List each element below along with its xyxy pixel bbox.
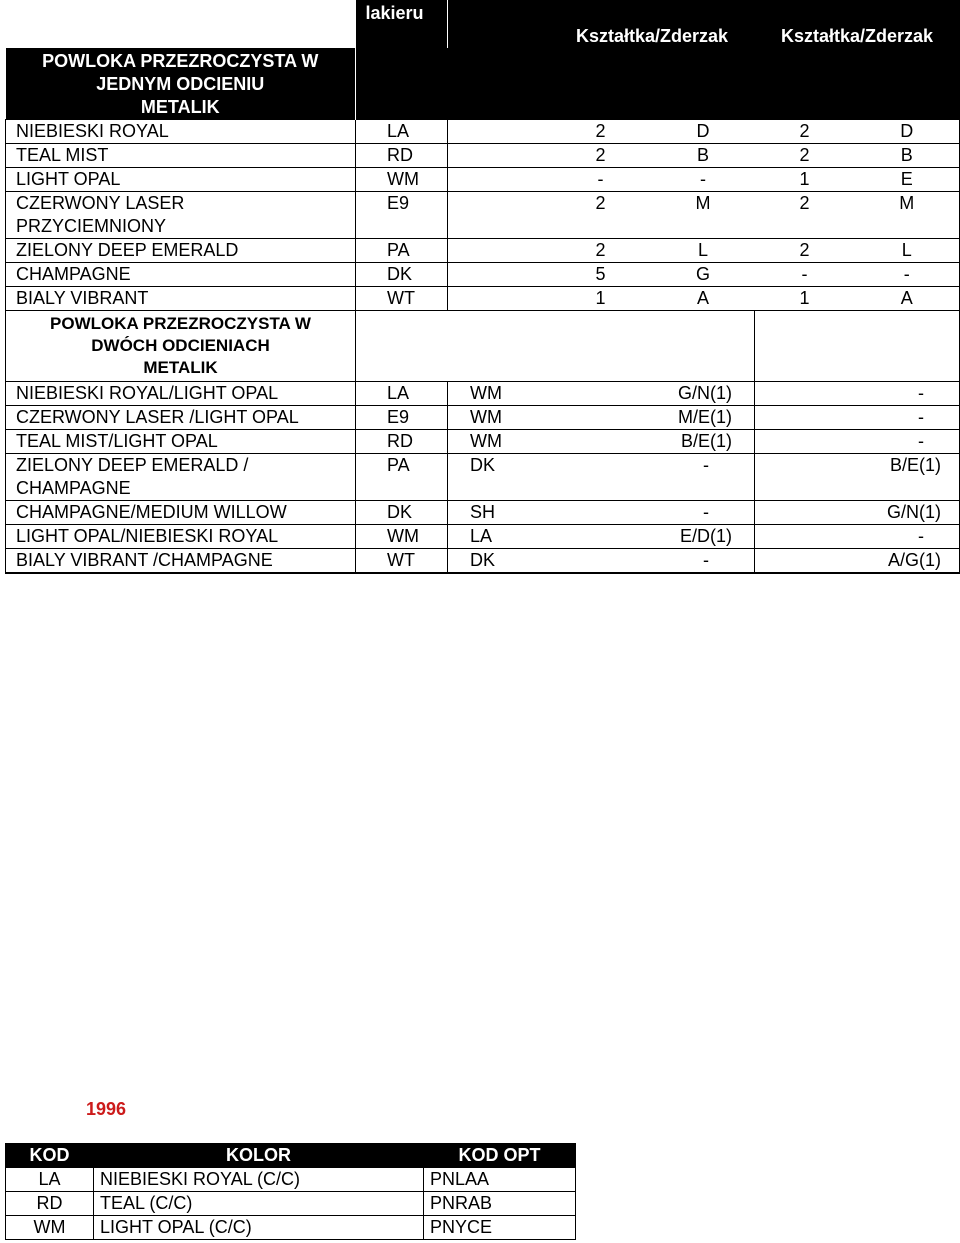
variant-2: A/G(1) [755, 549, 960, 574]
paint-code-1: WT [356, 549, 448, 574]
variant-1: - [550, 501, 755, 525]
part-a-num: 2 [550, 120, 652, 144]
variant-1: - [550, 549, 755, 574]
part-b-letter: - [855, 263, 960, 287]
paint-code: LA [356, 120, 448, 144]
variant-1: E/D(1) [550, 525, 755, 549]
header-lakieru: lakieru [356, 0, 448, 48]
paint-code-2: WM [448, 406, 550, 430]
header-ksztaltka-1: Kształtka/Zderzak [550, 0, 755, 48]
paint-code-2: WM [448, 382, 550, 406]
section2-title-fill [356, 311, 755, 382]
variant-2: - [755, 382, 960, 406]
variant-2: B/E(1) [755, 454, 960, 501]
code-kolor: LIGHT OPAL (C/C) [94, 1216, 424, 1240]
variant-2: - [755, 525, 960, 549]
color-name: BIALY VIBRANT [6, 287, 356, 311]
code-kolor: NIEBIESKI ROYAL (C/C) [94, 1168, 424, 1192]
paint-code-1: RD [356, 430, 448, 454]
table-row [6, 1216, 576, 1240]
code-opt: PNLAA [424, 1168, 576, 1192]
part-a-letter: D [652, 120, 755, 144]
color-name: LIGHT OPAL [6, 168, 356, 192]
variant-1: B/E(1) [550, 430, 755, 454]
paint-code-2: DK [448, 549, 550, 574]
table-row [6, 430, 960, 454]
section1-title-line1: POWLOKA PRZEZROCZYSTA W [42, 51, 319, 71]
table-row [6, 501, 960, 525]
paint-code-2: LA [448, 525, 550, 549]
table-row [6, 168, 960, 192]
color-name: CHAMPAGNE/MEDIUM WILLOW [6, 501, 356, 525]
code-opt: PNYCE [424, 1216, 576, 1240]
section1-title-line3: METALIK [140, 97, 220, 117]
header-blank-2 [448, 0, 550, 48]
part-a-num: 2 [550, 239, 652, 263]
section1-title-row [6, 48, 960, 120]
color-name: BIALY VIBRANT /CHAMPAGNE [6, 549, 356, 574]
paint-code-2: DK [448, 454, 550, 501]
codes-table-container [5, 1143, 575, 1240]
table-row [6, 382, 960, 406]
variant-2: G/N(1) [755, 501, 960, 525]
part-a-letter: L [652, 239, 755, 263]
paint-code: E9 [356, 192, 448, 239]
table-row [6, 192, 960, 239]
paint-code: PA [356, 239, 448, 263]
part-b-letter: E [855, 168, 960, 192]
paint-code: WT [356, 287, 448, 311]
part-b-letter: M [855, 192, 960, 239]
section2-title-line1: POWLOKA PRZEZROCZYSTA W [50, 314, 311, 333]
color-name: TEAL MIST/LIGHT OPAL [6, 430, 356, 454]
part-b-letter: D [855, 120, 960, 144]
part-a-letter: M [652, 192, 755, 239]
color-name: CZERWONY LASER /LIGHT OPAL [6, 406, 356, 430]
code-kod: LA [6, 1168, 94, 1192]
section2-title-fill-right [755, 311, 960, 382]
section2-title-row [6, 311, 960, 382]
part-b-letter: A [855, 287, 960, 311]
paint-code-1: PA [356, 454, 448, 501]
header-row [6, 0, 960, 48]
part-a-letter: A [652, 287, 755, 311]
color-name: CHAMPAGNE [6, 263, 356, 287]
codes-header-row [6, 1144, 576, 1168]
color-name: NIEBIESKI ROYAL [6, 120, 356, 144]
part-b-num: 2 [755, 239, 855, 263]
header-ksztaltka-2: Kształtka/Zderzak [755, 0, 960, 48]
table-row [6, 1192, 576, 1216]
table-row [6, 1168, 576, 1192]
paint-code-1: WM [356, 525, 448, 549]
variant-1: - [550, 454, 755, 501]
header-blank [6, 0, 356, 48]
code-kolor: TEAL (C/C) [94, 1192, 424, 1216]
section1-title-line2: JEDNYM ODCIENIU [96, 74, 265, 94]
variant-1: M/E(1) [550, 406, 755, 430]
table-row [6, 263, 960, 287]
section1-title [6, 48, 356, 120]
table-row [6, 239, 960, 263]
codes-header-kod-opt: KOD OPT [424, 1144, 576, 1168]
part-a-letter: - [652, 168, 755, 192]
part-b-num: 1 [755, 287, 855, 311]
paint-code-2: WM [448, 430, 550, 454]
paint-code: DK [356, 263, 448, 287]
color-name: NIEBIESKI ROYAL/LIGHT OPAL [6, 382, 356, 406]
part-b-letter: L [855, 239, 960, 263]
table-row [6, 406, 960, 430]
color-name: LIGHT OPAL/NIEBIESKI ROYAL [6, 525, 356, 549]
code-opt: PNRAB [424, 1192, 576, 1216]
table-row [6, 120, 960, 144]
table-row [6, 454, 960, 501]
part-b-num: 2 [755, 192, 855, 239]
part-a-letter: B [652, 144, 755, 168]
codes-header-kolor: KOLOR [94, 1144, 424, 1168]
part-a-num: 5 [550, 263, 652, 287]
variant-2: - [755, 430, 960, 454]
table-row [6, 144, 960, 168]
part-b-num: 2 [755, 144, 855, 168]
variant-2: - [755, 406, 960, 430]
color-name: ZIELONY DEEP EMERALD [6, 239, 356, 263]
part-a-num: 1 [550, 287, 652, 311]
paint-code-1: LA [356, 382, 448, 406]
part-a-num: 2 [550, 144, 652, 168]
paint-table [5, 0, 960, 574]
codes-table [5, 1143, 576, 1240]
paint-code-2: SH [448, 501, 550, 525]
part-a-letter: G [652, 263, 755, 287]
code-kod: WM [6, 1216, 94, 1240]
table-row [6, 549, 960, 574]
color-name: ZIELONY DEEP EMERALD / CHAMPAGNE [6, 454, 356, 501]
part-b-num: 2 [755, 120, 855, 144]
color-name: CZERWONY LASER PRZYCIEMNIONY [6, 192, 356, 239]
part-b-num: 1 [755, 168, 855, 192]
section2-title [6, 311, 356, 382]
section1-title-fill [356, 48, 960, 120]
paint-code: RD [356, 144, 448, 168]
part-a-num: - [550, 168, 652, 192]
paint-code: WM [356, 168, 448, 192]
paint-code-1: DK [356, 501, 448, 525]
section2-title-line3: METALIK [143, 358, 218, 377]
paint-code-1: E9 [356, 406, 448, 430]
year-label: 1996 [86, 1099, 127, 1119]
section2-title-line2: DWÓCH ODCIENIACH [91, 336, 270, 355]
variant-1: G/N(1) [550, 382, 755, 406]
part-b-letter: B [855, 144, 960, 168]
codes-header-kod: KOD [6, 1144, 94, 1168]
code-kod: RD [6, 1192, 94, 1216]
color-name: TEAL MIST [6, 144, 356, 168]
table-row [6, 525, 960, 549]
table-row [6, 287, 960, 311]
paint-table-container [5, 0, 959, 574]
part-a-num: 2 [550, 192, 652, 239]
part-b-num: - [755, 263, 855, 287]
